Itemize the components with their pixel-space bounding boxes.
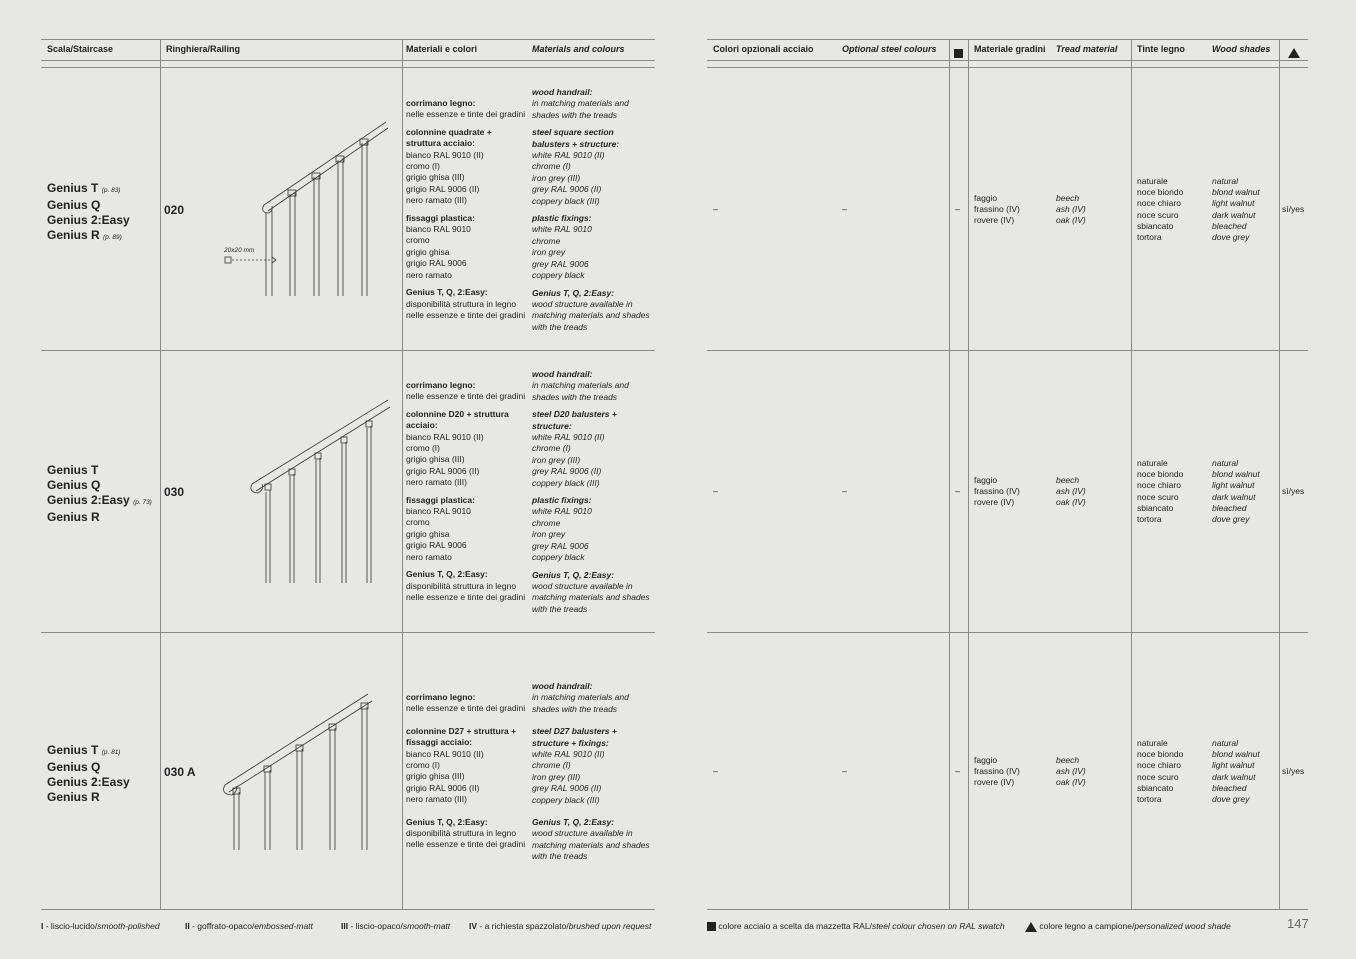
model-name: Genius T (p. 81) bbox=[47, 743, 121, 757]
footnote-wood: colore legno a campione/personalized wood shade bbox=[1025, 921, 1231, 932]
col-divider bbox=[160, 39, 161, 909]
shade-list-en: natural blond walnut light walnut dark walnut bleached dove grey bbox=[1212, 458, 1260, 525]
model-name: Genius 2:Easy bbox=[47, 775, 130, 789]
bottom-rule bbox=[41, 909, 655, 910]
col-divider bbox=[968, 39, 969, 909]
bottom-rule bbox=[707, 909, 1308, 910]
footnote-finish-2: II - goffrato-opaco/embossed-matt bbox=[185, 921, 313, 931]
header-materials-it: Materiali e colori bbox=[406, 44, 478, 54]
yes-label: sì/yes bbox=[1282, 486, 1305, 496]
dimension-label: 20x20 mm bbox=[224, 247, 255, 254]
model-name: Genius R (p. 89) bbox=[47, 228, 122, 242]
header-rule-2 bbox=[41, 67, 655, 68]
shade-list-en: natural blond walnut light walnut dark walnut bleached dove grey bbox=[1212, 176, 1260, 243]
model-name: Genius R bbox=[47, 510, 100, 524]
footnote-steel: colore acciaio a scelta da mazzetta RAL/steel colour chosen on RAL swatch bbox=[707, 921, 1005, 931]
header-tread-it: Materiale gradini bbox=[974, 44, 1046, 54]
header-rule-2 bbox=[707, 67, 1308, 68]
shade-list-it: naturale noce biondo noce chiaro noce scuro sbiancato tortora bbox=[1137, 176, 1184, 243]
page-number: 147 bbox=[1287, 916, 1309, 931]
model-name: Genius T (p. 83) bbox=[47, 181, 121, 195]
tread-list-en: beech ash (IV) oak (IV) bbox=[1056, 755, 1086, 788]
models-list bbox=[47, 743, 130, 805]
header-railing: Ringhiera/Railing bbox=[166, 44, 241, 54]
header-rule bbox=[41, 60, 655, 61]
header-steel-it: Colori opzionali acciaio bbox=[713, 44, 814, 54]
railing-code: 030 A bbox=[164, 765, 196, 779]
tread-list-it: faggio frassino (IV) rovere (IV) bbox=[974, 755, 1020, 788]
header-tread-en: Tread material bbox=[1056, 44, 1118, 54]
dash: – bbox=[842, 204, 848, 214]
model-name: Genius R bbox=[47, 790, 100, 804]
row-divider bbox=[41, 350, 655, 351]
model-name: Genius T bbox=[47, 463, 99, 477]
model-name: Genius 2:Easy (p. 73) bbox=[47, 493, 152, 507]
models-list bbox=[47, 463, 152, 525]
materials-it: corrimano legno: nelle essenze e tinte dei gradini colonnine quadrate + struttura acciaio: bianco RAL 9010 (II) cromo (I) grigio ghisa (III) grigio RAL 9006 (II) nero ramato (III) fissaggi plastica: bianco RAL 9010 cromo grigio ghisa grigio RAL 9006 nero ramato Genius T, Q, 2:Easy: disponibilità struttura in legno nelle essenze e tinte dei gradini bbox=[406, 98, 526, 320]
header-shade-it: Tinte legno bbox=[1137, 44, 1185, 54]
model-name: Genius Q bbox=[47, 198, 101, 212]
railing-drawing-030 bbox=[200, 392, 400, 587]
materials-it: corrimano legno: nelle essenze e tinte dei gradini colonnine D20 + struttura acciaio: bianco RAL 9010 (II) cromo (I) grigio ghisa (III) grigio RAL 9006 (II) nero ramato (III) fissaggi plastica: bianco RAL 9010 cromo grigio ghisa grigio RAL 9006 nero ramato Genius T, Q, 2:Easy: disponibilità struttura in legno nelle essenze e tinte dei gradini bbox=[406, 380, 526, 602]
model-name: Genius Q bbox=[47, 478, 101, 492]
square-icon bbox=[954, 45, 963, 63]
col-divider bbox=[1279, 39, 1280, 909]
dash: – bbox=[713, 766, 719, 776]
top-rule bbox=[707, 39, 1308, 40]
dash: – bbox=[842, 486, 848, 496]
materials-it: corrimano legno: nelle essenze e tinte dei gradini colonnine D27 + struttura + fissaggi acciaio: bianco RAL 9010 (II) cromo (I) grigio ghisa (III) grigio RAL 9006 (II) nero ramato (III) Genius T, Q, 2:Easy: disponibilità struttura in legno nelle essenze e tinte dei gradini bbox=[406, 692, 526, 850]
models-list bbox=[47, 181, 130, 245]
col-divider bbox=[1131, 39, 1132, 909]
header-shade-en: Wood shades bbox=[1212, 44, 1271, 54]
header-steel-en: Optional steel colours bbox=[842, 44, 937, 54]
railing-code: 020 bbox=[164, 203, 185, 217]
materials-en: wood handrail: in matching materials and shades with the treads steel D27 balusters + structure + fixings: white RAL 9010 (II) chrome (I) iron grey (III) grey RAL 9006 (II) coppery black (III) Genius T, Q, 2:Easy: wood structure available in matching materials and shades with the treads bbox=[532, 681, 650, 862]
tread-list-it: faggio frassino (IV) rovere (IV) bbox=[974, 475, 1020, 508]
dash: – bbox=[713, 204, 719, 214]
row-divider bbox=[707, 350, 1308, 351]
railing-drawing-020 bbox=[200, 110, 400, 305]
model-name: Genius Q bbox=[47, 760, 101, 774]
tread-list-en: beech ash (IV) oak (IV) bbox=[1056, 475, 1086, 508]
col-divider bbox=[949, 39, 950, 909]
row-divider bbox=[41, 632, 655, 633]
railing-drawing-030a bbox=[200, 688, 400, 858]
dash: – bbox=[713, 486, 719, 496]
shade-list-it: naturale noce biondo noce chiaro noce scuro sbiancato tortora bbox=[1137, 458, 1184, 525]
tread-list-it: faggio frassino (IV) rovere (IV) bbox=[974, 193, 1020, 226]
triangle-icon bbox=[1288, 44, 1300, 62]
col-divider bbox=[402, 39, 403, 909]
top-rule bbox=[41, 39, 655, 40]
row-divider bbox=[707, 632, 1308, 633]
header-staircase: Scala/Staircase bbox=[47, 44, 114, 54]
dash: – bbox=[955, 766, 961, 776]
model-name: Genius 2:Easy bbox=[47, 213, 130, 227]
railing-code: 030 bbox=[164, 485, 185, 499]
dash: – bbox=[955, 204, 961, 214]
footnote-finish-3: III - liscio-opaco/smooth-matt bbox=[341, 921, 451, 931]
header-materials-en: Materials and colours bbox=[532, 44, 625, 54]
dash: – bbox=[955, 486, 961, 496]
tread-list-en: beech ash (IV) oak (IV) bbox=[1056, 193, 1086, 226]
triangle-icon bbox=[1025, 922, 1037, 932]
shade-list-en: natural blond walnut light walnut dark walnut bleached dove grey bbox=[1212, 738, 1260, 805]
yes-label: sì/yes bbox=[1282, 766, 1305, 776]
materials-en: wood handrail: in matching materials and shades with the treads steel square section balusters + structure: white RAL 9010 (II) chrome (I) iron grey (III) grey RAL 9006 (II) coppery black (III) plastic fixings: white RAL 9010 chrome iron grey grey RAL 9006 coppery black Genius T, Q, 2:Easy: wood structure available in matching materials and shades with the treads bbox=[532, 87, 650, 332]
footnote-finish-1: I - liscio-lucido/smooth-polished bbox=[41, 921, 160, 931]
footnote-finish-4: IV - a richiesta spazzolato/brushed upon request bbox=[469, 921, 652, 931]
materials-en: wood handrail: in matching materials and shades with the treads steel D20 balusters + structure: white RAL 9010 (II) chrome (I) iron grey (III) grey RAL 9006 (II) coppery black (III) plastic fixings: white RAL 9010 chrome iron grey grey RAL 9006 coppery black Genius T, Q, 2:Easy: wood structure available in matching materials and shades with the treads bbox=[532, 369, 650, 614]
shade-list-it: naturale noce biondo noce chiaro noce scuro sbiancato tortora bbox=[1137, 738, 1184, 805]
header-rule bbox=[707, 60, 1308, 61]
square-icon bbox=[707, 922, 716, 931]
yes-label: sì/yes bbox=[1282, 204, 1305, 214]
dash: – bbox=[842, 766, 848, 776]
